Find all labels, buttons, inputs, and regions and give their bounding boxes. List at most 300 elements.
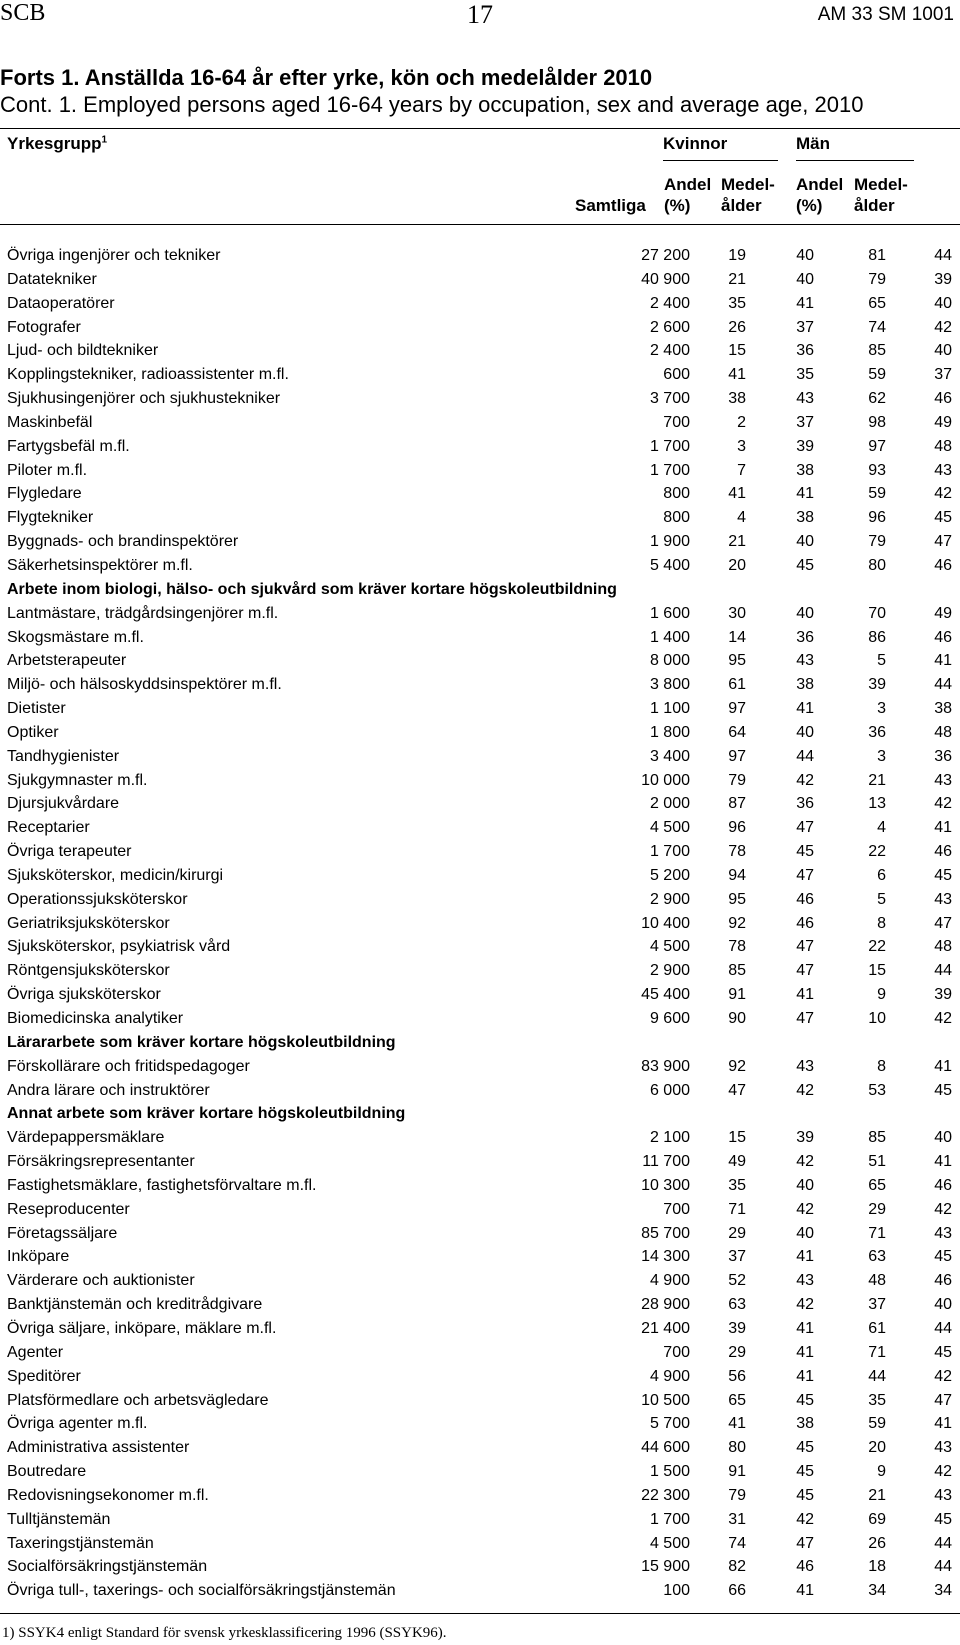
column-header-women: Kvinnor bbox=[663, 134, 728, 153]
report-id: AM 33 SM 1001 bbox=[817, 4, 954, 25]
table-row bbox=[0, 1436, 960, 1460]
women-share: 21 bbox=[728, 533, 746, 551]
men-average-age: 43 bbox=[934, 890, 952, 908]
women-average-age: 40 bbox=[796, 604, 814, 622]
table-row bbox=[0, 1532, 960, 1556]
women-share: 19 bbox=[728, 247, 746, 264]
table-row bbox=[0, 840, 960, 864]
table-row bbox=[0, 816, 960, 840]
women-average-age: 47 bbox=[796, 962, 814, 980]
women-share: 47 bbox=[728, 1081, 746, 1099]
women-share: 71 bbox=[728, 1200, 746, 1218]
men-share: 6 bbox=[877, 866, 886, 884]
women-share: 87 bbox=[728, 795, 746, 813]
occupation-name: Piloter m.fl. bbox=[7, 461, 88, 479]
men-average-age: 42 bbox=[934, 795, 952, 813]
women-group-rule bbox=[663, 160, 778, 161]
men-average-age: 41 bbox=[934, 1153, 952, 1171]
men-share: 48 bbox=[868, 1272, 886, 1290]
table-row bbox=[0, 959, 960, 983]
total-count: 2 400 bbox=[649, 342, 690, 360]
occupation-name: Företagssäljare bbox=[7, 1224, 118, 1242]
total-count: 100 bbox=[663, 1582, 690, 1600]
women-average-age: 41 bbox=[796, 1248, 814, 1266]
women-share: 80 bbox=[728, 1439, 746, 1457]
section-heading-row bbox=[0, 1031, 960, 1055]
men-share: 79 bbox=[868, 270, 886, 288]
women-share: 82 bbox=[728, 1558, 746, 1576]
occupation-name: Dietister bbox=[7, 700, 66, 718]
table-row bbox=[0, 602, 960, 626]
women-share: 79 bbox=[728, 1486, 746, 1504]
total-count: 1 700 bbox=[649, 437, 690, 455]
men-average-age: 40 bbox=[934, 1129, 952, 1147]
occupation-name: Förskollärare och fritidspedagoger bbox=[7, 1057, 250, 1075]
women-share: 91 bbox=[728, 986, 746, 1004]
men-average-age: 34 bbox=[934, 1582, 952, 1600]
header-bottom-rule bbox=[0, 224, 960, 225]
women-share: 97 bbox=[728, 700, 746, 718]
occupation-name: Fotografer bbox=[7, 318, 81, 336]
men-share: 44 bbox=[868, 1367, 886, 1385]
women-average-age: 36 bbox=[796, 795, 814, 813]
total-count: 1 400 bbox=[649, 628, 690, 646]
women-share: 63 bbox=[728, 1296, 746, 1314]
table-row bbox=[0, 888, 960, 912]
men-average-age: 40 bbox=[934, 342, 952, 360]
occupation-group-heading: Lärararbete som kräver kortare högskoleutbildning bbox=[7, 1033, 396, 1051]
total-count: 5 400 bbox=[649, 556, 690, 574]
total-count: 2 100 bbox=[649, 1129, 690, 1147]
occupation-name: Flygtekniker bbox=[7, 509, 94, 527]
women-average-age: 47 bbox=[796, 866, 814, 884]
men-average-age: 44 bbox=[934, 1319, 952, 1337]
table-row bbox=[0, 1126, 960, 1150]
column-header-women-avg-age: Medel- bbox=[721, 175, 775, 194]
men-share: 29 bbox=[868, 1200, 886, 1218]
occupation-name: Skogsmästare m.fl. bbox=[7, 628, 144, 646]
women-share: 29 bbox=[728, 1224, 746, 1242]
occupation-name: Värderare och auktionister bbox=[7, 1272, 195, 1290]
total-count: 4 500 bbox=[649, 819, 690, 837]
men-average-age: 43 bbox=[934, 1439, 952, 1457]
total-count: 2 900 bbox=[649, 962, 690, 980]
men-share: 85 bbox=[868, 1129, 886, 1147]
occupation-name: Sjuksköterskor, psykiatrisk vård bbox=[7, 938, 231, 956]
table-row bbox=[0, 554, 960, 578]
men-share: 8 bbox=[877, 914, 886, 932]
men-average-age: 44 bbox=[934, 1534, 952, 1552]
total-count: 2 000 bbox=[649, 795, 690, 813]
table-row bbox=[0, 435, 960, 459]
women-share: 52 bbox=[728, 1272, 746, 1290]
men-share: 53 bbox=[868, 1081, 886, 1099]
occupation-name: Taxeringstjänstemän bbox=[7, 1534, 154, 1552]
total-count: 1 600 bbox=[649, 604, 690, 622]
men-average-age: 40 bbox=[934, 294, 952, 312]
women-share: 39 bbox=[728, 1319, 746, 1337]
women-average-age: 35 bbox=[796, 366, 814, 384]
women-share: 95 bbox=[728, 652, 746, 670]
table-row bbox=[0, 745, 960, 769]
women-average-age: 41 bbox=[796, 986, 814, 1004]
table-row bbox=[0, 1174, 960, 1198]
men-share: 5 bbox=[877, 890, 886, 908]
occupation-name: Sjuksköterskor, medicin/kirurgi bbox=[7, 866, 224, 884]
total-count: 1 700 bbox=[649, 461, 690, 479]
men-share: 20 bbox=[868, 1439, 886, 1457]
table-row bbox=[0, 1484, 960, 1508]
women-share: 78 bbox=[728, 938, 746, 956]
occupation-name: Kopplingstekniker, radioassistenter m.fl. bbox=[7, 366, 289, 384]
women-average-age: 38 bbox=[796, 1415, 814, 1433]
table-row bbox=[0, 935, 960, 959]
total-count: 700 bbox=[663, 1200, 690, 1218]
women-share: 3 bbox=[737, 437, 746, 455]
men-share: 21 bbox=[868, 1486, 886, 1504]
total-count: 1 500 bbox=[649, 1463, 690, 1481]
total-count: 8 000 bbox=[649, 652, 690, 670]
occupation-name: Boutredare bbox=[7, 1463, 87, 1481]
men-average-age: 44 bbox=[934, 962, 952, 980]
women-share: 29 bbox=[728, 1343, 746, 1361]
men-average-age: 43 bbox=[934, 461, 952, 479]
men-average-age: 46 bbox=[934, 843, 952, 861]
men-average-age: 44 bbox=[934, 247, 952, 264]
occupation-name: Lantmästare, trädgårdsingenjörer m.fl. bbox=[7, 604, 279, 622]
women-average-age: 45 bbox=[796, 556, 814, 574]
men-share: 85 bbox=[868, 342, 886, 360]
women-share: 66 bbox=[728, 1582, 746, 1600]
total-count: 10 300 bbox=[641, 1176, 690, 1194]
women-average-age: 42 bbox=[796, 1510, 814, 1528]
occupation-name: Övriga tull-, taxerings- och socialförsäkringstjänstemän bbox=[7, 1582, 396, 1600]
header-top-rule bbox=[0, 128, 960, 129]
table-row bbox=[0, 482, 960, 506]
men-share: 36 bbox=[868, 723, 886, 741]
men-average-age: 46 bbox=[934, 628, 952, 646]
men-share: 5 bbox=[877, 652, 886, 670]
men-average-age: 46 bbox=[934, 1176, 952, 1194]
women-average-age: 43 bbox=[796, 1057, 814, 1075]
men-share: 3 bbox=[877, 747, 886, 765]
table-row bbox=[0, 673, 960, 697]
men-average-age: 45 bbox=[934, 1343, 952, 1361]
total-count: 22 300 bbox=[641, 1486, 690, 1504]
total-count: 3 400 bbox=[649, 747, 690, 765]
women-share: 79 bbox=[728, 771, 746, 789]
occupation-name: Biomedicinska analytiker bbox=[7, 1010, 184, 1027]
men-group-rule bbox=[796, 160, 914, 161]
total-count: 15 900 bbox=[641, 1558, 690, 1576]
women-share: 91 bbox=[728, 1463, 746, 1481]
women-share: 15 bbox=[728, 342, 746, 360]
men-average-age: 47 bbox=[934, 1391, 952, 1409]
table-title-english: Cont. 1. Employed persons aged 16-64 years by occupation, sex and average age, 2010 bbox=[0, 92, 864, 117]
women-average-age: 42 bbox=[796, 771, 814, 789]
table-row bbox=[0, 1293, 960, 1317]
women-average-age: 41 bbox=[796, 1582, 814, 1600]
table-row bbox=[0, 1389, 960, 1413]
men-share: 71 bbox=[868, 1224, 886, 1242]
women-share: 41 bbox=[728, 366, 746, 384]
column-header-men-share: Andel bbox=[796, 175, 844, 194]
table-row bbox=[0, 1508, 960, 1532]
women-average-age: 46 bbox=[796, 890, 814, 908]
table-row bbox=[0, 792, 960, 816]
table-row bbox=[0, 1579, 960, 1603]
table-row bbox=[0, 697, 960, 721]
women-share: 15 bbox=[728, 1129, 746, 1147]
women-share: 21 bbox=[728, 270, 746, 288]
occupation-group-heading: Arbete inom biologi, hälso- och sjukvård som kräver kortare högskoleutbildning bbox=[7, 580, 617, 598]
women-share: 65 bbox=[728, 1391, 746, 1409]
occupation-name: Övriga säljare, inköpare, mäklare m.fl. bbox=[7, 1319, 277, 1337]
table-row bbox=[0, 649, 960, 673]
women-average-age: 40 bbox=[796, 1176, 814, 1194]
women-average-age: 44 bbox=[796, 747, 814, 765]
women-share: 30 bbox=[728, 604, 746, 622]
men-share: 34 bbox=[868, 1582, 886, 1600]
occupation-name: Socialförsäkringstjänstemän bbox=[7, 1558, 208, 1576]
men-average-age: 45 bbox=[934, 1510, 952, 1528]
occupation-name: Sjukgymnaster m.fl. bbox=[7, 771, 148, 789]
men-share: 86 bbox=[868, 628, 886, 646]
occupation-name: Optiker bbox=[7, 723, 59, 741]
women-share: 95 bbox=[728, 890, 746, 908]
occupation-name: Geriatriksjuksköterskor bbox=[7, 914, 170, 932]
total-count: 2 600 bbox=[649, 318, 690, 336]
women-share: 35 bbox=[728, 1176, 746, 1194]
men-average-age: 44 bbox=[934, 1558, 952, 1576]
men-average-age: 45 bbox=[934, 509, 952, 527]
men-share: 59 bbox=[868, 366, 886, 384]
total-count: 10 000 bbox=[641, 771, 690, 789]
table-row bbox=[0, 721, 960, 745]
occupation-name: Agenter bbox=[7, 1343, 64, 1361]
column-header-women-avg-age-2: ålder bbox=[721, 196, 762, 215]
total-count: 14 300 bbox=[641, 1248, 690, 1266]
occupation-name: Dataoperatörer bbox=[7, 294, 115, 312]
women-share: 96 bbox=[728, 819, 746, 837]
total-count: 1 700 bbox=[649, 843, 690, 861]
table-row bbox=[0, 244, 960, 268]
men-share: 51 bbox=[868, 1153, 886, 1171]
men-share: 70 bbox=[868, 604, 886, 622]
men-share: 4 bbox=[877, 819, 886, 837]
total-count: 28 900 bbox=[641, 1296, 690, 1314]
table-row bbox=[0, 316, 960, 340]
men-average-age: 40 bbox=[934, 1296, 952, 1314]
occupation-name: Värdepappersmäklare bbox=[7, 1129, 165, 1147]
occupation-name: Tulltjänstemän bbox=[7, 1510, 111, 1528]
men-share: 13 bbox=[868, 795, 886, 813]
men-share: 93 bbox=[868, 461, 886, 479]
total-count: 10 400 bbox=[641, 914, 690, 932]
women-share: 78 bbox=[728, 843, 746, 861]
women-average-age: 40 bbox=[796, 723, 814, 741]
column-header-group: Yrkesgrupp$^1$ bbox=[7, 134, 108, 153]
men-share: 59 bbox=[868, 1415, 886, 1433]
men-average-age: 46 bbox=[934, 390, 952, 408]
table-row bbox=[0, 983, 960, 1007]
women-share: 20 bbox=[728, 556, 746, 574]
women-share: 2 bbox=[737, 413, 746, 431]
table-row bbox=[0, 1079, 960, 1103]
men-share: 96 bbox=[868, 509, 886, 527]
men-share: 97 bbox=[868, 437, 886, 455]
men-share: 98 bbox=[868, 413, 886, 431]
men-average-age: 49 bbox=[934, 604, 952, 622]
occupation-name: Fastighetsmäklare, fastighetsförvaltare m.fl. bbox=[7, 1176, 317, 1194]
footnote-rule bbox=[0, 1613, 960, 1614]
women-share: 41 bbox=[728, 1415, 746, 1433]
women-average-age: 41 bbox=[796, 1343, 814, 1361]
men-average-age: 42 bbox=[934, 1367, 952, 1385]
occupation-name: Övriga terapeuter bbox=[7, 843, 132, 861]
men-average-age: 46 bbox=[934, 1272, 952, 1290]
total-count: 21 400 bbox=[641, 1319, 690, 1337]
occupation-name: Ljud- och bildtekniker bbox=[7, 342, 159, 360]
men-share: 3 bbox=[877, 700, 886, 718]
total-count: 4 500 bbox=[649, 1534, 690, 1552]
section-heading-row bbox=[0, 1102, 960, 1126]
women-average-age: 36 bbox=[796, 342, 814, 360]
total-count: 40 900 bbox=[641, 270, 690, 288]
total-count: 600 bbox=[663, 366, 690, 384]
table-row bbox=[0, 411, 960, 435]
footnote-marker: 1 bbox=[101, 134, 108, 146]
men-share: 9 bbox=[877, 1463, 886, 1481]
men-share: 71 bbox=[868, 1343, 886, 1361]
occupation-name: Arbetsterapeuter bbox=[7, 652, 127, 670]
women-average-age: 37 bbox=[796, 413, 814, 431]
column-header-men-avg-age-2: ålder bbox=[854, 196, 895, 215]
women-average-age: 40 bbox=[796, 270, 814, 288]
men-share: 26 bbox=[868, 1534, 886, 1552]
table-row bbox=[0, 363, 960, 387]
occupation-name: Receptarier bbox=[7, 819, 90, 837]
men-average-age: 44 bbox=[934, 676, 952, 694]
men-share: 39 bbox=[868, 676, 886, 694]
column-header-men-share-unit: (%) bbox=[796, 196, 823, 215]
table-row bbox=[0, 459, 960, 483]
total-count: 4 900 bbox=[649, 1367, 690, 1385]
column-header-men: Män bbox=[796, 134, 830, 153]
men-average-age: 39 bbox=[934, 270, 952, 288]
men-average-age: 46 bbox=[934, 556, 952, 574]
women-share: 92 bbox=[728, 1057, 746, 1075]
occupation-name: Andra lärare och instruktörer bbox=[7, 1081, 210, 1099]
occupation-name: Röntgensjuksköterskor bbox=[7, 962, 170, 980]
women-average-age: 43 bbox=[796, 652, 814, 670]
women-average-age: 47 bbox=[796, 938, 814, 956]
men-average-age: 45 bbox=[934, 1248, 952, 1266]
women-share: 31 bbox=[728, 1510, 746, 1528]
men-share: 65 bbox=[868, 294, 886, 312]
table-row bbox=[0, 1341, 960, 1365]
men-average-age: 41 bbox=[934, 652, 952, 670]
occupation-name: Speditörer bbox=[7, 1367, 81, 1385]
men-average-age: 42 bbox=[934, 1200, 952, 1218]
table-row bbox=[0, 1007, 960, 1031]
total-count: 85 700 bbox=[641, 1224, 690, 1242]
women-average-age: 45 bbox=[796, 1439, 814, 1457]
total-count: 800 bbox=[663, 509, 690, 527]
total-count: 9 600 bbox=[649, 1010, 690, 1027]
total-count: 2 400 bbox=[649, 294, 690, 312]
total-count: 45 400 bbox=[641, 986, 690, 1004]
women-average-age: 43 bbox=[796, 1272, 814, 1290]
men-average-age: 43 bbox=[934, 1486, 952, 1504]
table-row bbox=[0, 1555, 960, 1579]
women-average-age: 38 bbox=[796, 676, 814, 694]
men-average-age: 37 bbox=[934, 366, 952, 384]
total-count: 5 200 bbox=[649, 866, 690, 884]
men-share: 69 bbox=[868, 1510, 886, 1528]
women-average-age: 37 bbox=[796, 318, 814, 336]
page-number: 17 bbox=[467, 0, 493, 29]
women-average-age: 46 bbox=[796, 1558, 814, 1576]
table-row bbox=[0, 339, 960, 363]
men-share: 59 bbox=[868, 485, 886, 503]
table-row bbox=[0, 292, 960, 316]
women-share: 37 bbox=[728, 1248, 746, 1266]
occupation-name: Operationssjuksköterskor bbox=[7, 890, 188, 908]
men-average-age: 43 bbox=[934, 1224, 952, 1242]
table-row bbox=[0, 1412, 960, 1436]
total-count: 3 700 bbox=[649, 390, 690, 408]
men-share: 80 bbox=[868, 556, 886, 574]
men-average-age: 45 bbox=[934, 866, 952, 884]
occupation-name: Försäkringsrepresentanter bbox=[7, 1153, 195, 1171]
women-average-age: 41 bbox=[796, 1367, 814, 1385]
men-share: 15 bbox=[868, 962, 886, 980]
footnote: 1) SSYK4 enligt Standard för svensk yrkesklassificering 1996 (SSYK96). bbox=[2, 1625, 447, 1641]
men-share: 35 bbox=[868, 1391, 886, 1409]
total-count: 1 900 bbox=[649, 533, 690, 551]
women-average-age: 40 bbox=[796, 247, 814, 264]
occupation-name: Redovisningsekonomer m.fl. bbox=[7, 1486, 209, 1504]
women-average-age: 42 bbox=[796, 1200, 814, 1218]
women-average-age: 42 bbox=[796, 1296, 814, 1314]
total-count: 10 500 bbox=[641, 1391, 690, 1409]
women-share: 4 bbox=[737, 509, 746, 527]
men-average-age: 48 bbox=[934, 723, 952, 741]
men-average-age: 39 bbox=[934, 986, 952, 1004]
women-average-age: 39 bbox=[796, 437, 814, 455]
men-average-age: 41 bbox=[934, 819, 952, 837]
column-header-women-share-unit: (%) bbox=[664, 196, 691, 215]
occupation-name: Säkerhetsinspektörer m.fl. bbox=[7, 556, 193, 574]
women-average-age: 40 bbox=[796, 533, 814, 551]
table-row bbox=[0, 1222, 960, 1246]
occupation-name: Administrativa assistenter bbox=[7, 1439, 190, 1457]
total-count: 44 600 bbox=[641, 1439, 690, 1457]
women-share: 56 bbox=[728, 1367, 746, 1385]
occupation-name: Övriga ingenjörer och tekniker bbox=[7, 247, 221, 264]
total-count: 4 500 bbox=[649, 938, 690, 956]
occupation-name: Tandhygienister bbox=[7, 747, 120, 765]
occupation-table bbox=[0, 244, 960, 1603]
men-share: 9 bbox=[877, 986, 886, 1004]
table-row bbox=[0, 1317, 960, 1341]
men-average-age: 45 bbox=[934, 1081, 952, 1099]
table-title-swedish: Forts 1. Anställda 16-64 år efter yrke, kön och medelålder 2010 bbox=[0, 65, 653, 90]
women-average-age: 42 bbox=[796, 1153, 814, 1171]
women-average-age: 42 bbox=[796, 1081, 814, 1099]
occupation-name: Maskinbefäl bbox=[7, 413, 93, 431]
